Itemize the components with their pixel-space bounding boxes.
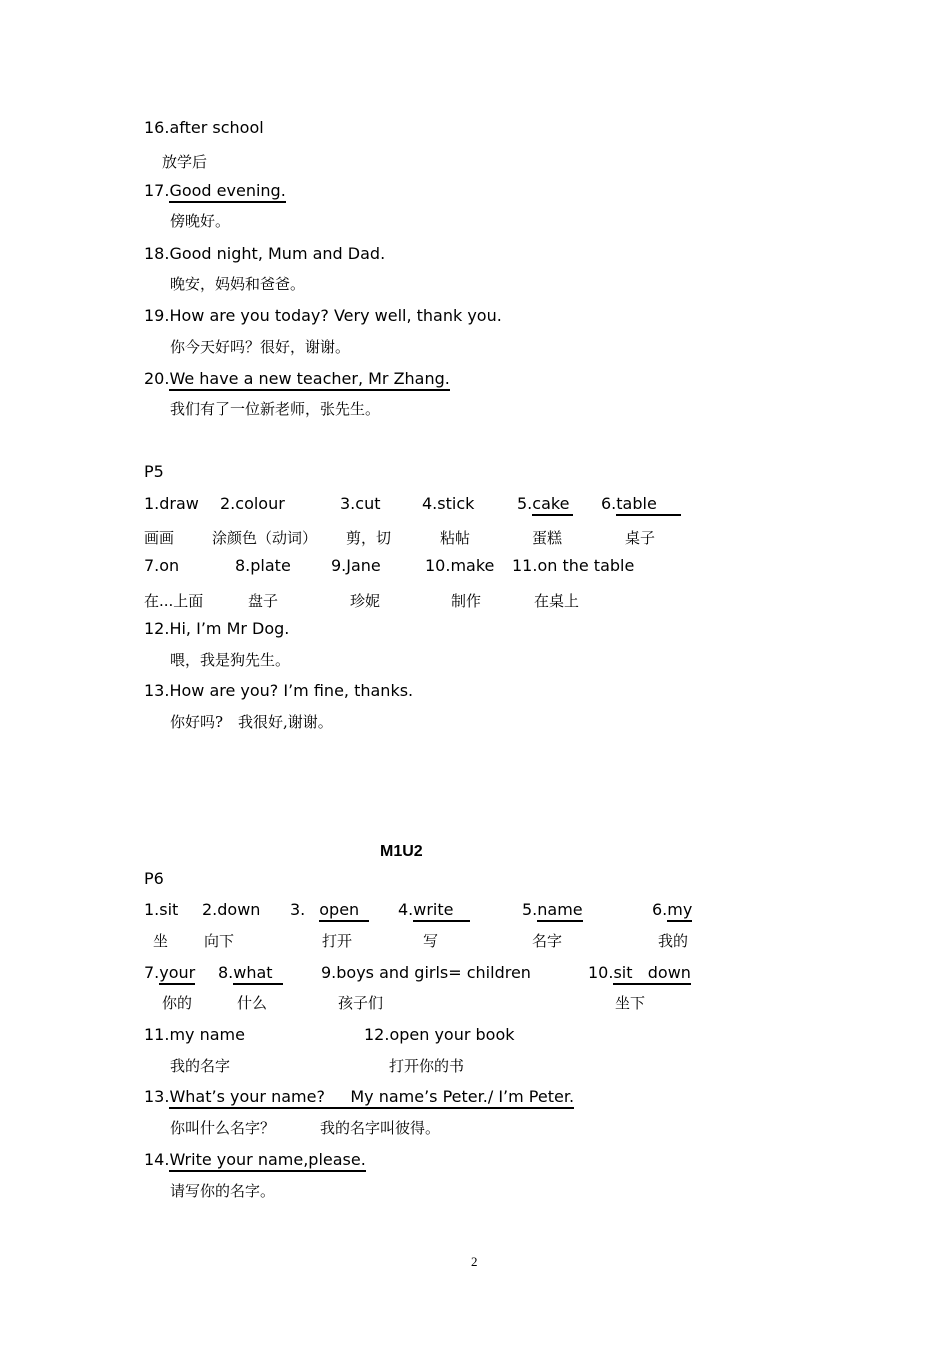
p6-word-7-number: 7. xyxy=(144,963,160,982)
p6-word-5-chinese: 名字 xyxy=(532,932,563,950)
p6-word-3-number: 3. xyxy=(290,900,306,919)
item-17-chinese: 傍晚好。 xyxy=(170,212,231,230)
p5-word-5-chinese: 蛋糕 xyxy=(532,529,563,547)
p5-item-12-chinese: 喂，我是狗先生。 xyxy=(170,651,291,669)
p6-word-6 xyxy=(652,900,692,920)
p5-word-2: 2.colour xyxy=(220,494,285,513)
item-18-english: 18.Good night, Mum and Dad. xyxy=(144,244,386,263)
p6-word-1: 1.sit xyxy=(144,900,179,919)
p6-word-5-number: 5. xyxy=(522,900,538,919)
item-16-chinese: 放学后 xyxy=(162,153,208,171)
p6-word-4-number: 4. xyxy=(398,900,414,919)
p6-word-2: 2.down xyxy=(202,900,261,919)
p6-word-5 xyxy=(522,900,583,920)
p5-word-10: 10.make xyxy=(425,556,495,575)
p5-word-2-chinese: 涂颜色（动词） xyxy=(212,529,318,547)
p5-word-5-number: 5. xyxy=(517,494,533,513)
p5-word-9-chinese: 珍妮 xyxy=(350,592,381,610)
p5-item-13-chinese: 你好吗? 我很好,谢谢。 xyxy=(170,713,333,731)
p5-word-10-chinese: 制作 xyxy=(451,592,482,610)
p6-word-8-chinese: 什么 xyxy=(237,994,268,1012)
p6-word-9-chinese: 孩子们 xyxy=(338,994,384,1012)
p6-word-4-underlined: write xyxy=(413,900,469,922)
p5-word-4-chinese: 粘帖 xyxy=(440,529,471,547)
p5-word-1-chinese: 画画 xyxy=(144,529,175,547)
p6-word-3 xyxy=(290,900,369,920)
p6-item-14-english xyxy=(144,1150,366,1170)
item-19-chinese: 你今天好吗？很好，谢谢。 xyxy=(170,338,351,356)
p6-word-10 xyxy=(588,963,691,983)
p6-word-10-number: 10. xyxy=(588,963,614,982)
p6-item-13-english xyxy=(144,1087,574,1107)
p5-item-12-english: 12.Hi, I’m Mr Dog. xyxy=(144,619,290,638)
p6-word-6-number: 6. xyxy=(652,900,668,919)
p6-word-4-chinese: 写 xyxy=(423,932,439,950)
p6-item-14-chinese: 请写你的名字。 xyxy=(170,1182,276,1200)
item-16-english: 16.after school xyxy=(144,118,264,137)
item-20-underlined: We have a new teacher, Mr Zhang. xyxy=(169,369,449,391)
p6-word-7-chinese: 你的 xyxy=(162,994,193,1012)
p5-word-6-chinese: 桌子 xyxy=(625,529,656,547)
item-17-english xyxy=(144,181,286,201)
item-20-number: 20. xyxy=(144,369,170,388)
p6-word-10-underlined: sit down xyxy=(613,963,690,985)
p5-word-8-chinese: 盘子 xyxy=(248,592,279,610)
p6-item-14-underlined: Write your name,please. xyxy=(169,1150,365,1172)
p6-word-9: 9.boys and girls= children xyxy=(321,963,531,982)
p5-word-7: 7.on xyxy=(144,556,180,575)
p5-word-5 xyxy=(517,494,573,514)
section-title: M1U2 xyxy=(380,843,423,860)
p6-word-8 xyxy=(218,963,283,983)
p6-word-3-chinese: 打开 xyxy=(322,932,353,950)
p6-item-11-chinese: 我的名字 xyxy=(170,1057,231,1075)
p6-word-7-underlined: your xyxy=(159,963,195,985)
item-17-underlined: Good evening. xyxy=(169,181,285,203)
p5-word-7-chinese: 在...上面 xyxy=(144,592,204,610)
p6-word-8-underlined: what xyxy=(233,963,282,985)
item-19-english: 19.How are you today? Very well, thank you. xyxy=(144,306,502,325)
item-20-english xyxy=(144,369,450,389)
p5-word-4: 4.stick xyxy=(422,494,475,513)
p6-item-12-english: 12.open your book xyxy=(364,1025,515,1044)
item-18-chinese: 晚安，妈妈和爸爸。 xyxy=(170,275,306,293)
p5-word-3-chinese: 剪，切 xyxy=(346,529,392,547)
p6-word-7 xyxy=(144,963,195,983)
p5-word-8: 8.plate xyxy=(235,556,291,575)
p6-word-10-chinese: 坐下 xyxy=(615,994,646,1012)
p6-word-2-chinese: 向下 xyxy=(204,932,235,950)
p6-item-11-english: 11.my name xyxy=(144,1025,245,1044)
p5-word-11: 11.on the table xyxy=(512,556,635,575)
p5-word-6-underlined: table xyxy=(616,494,681,516)
item-17-number: 17. xyxy=(144,181,170,200)
p6-word-6-underlined: my xyxy=(667,900,692,922)
item-20-chinese: 我们有了一位新老师，张先生。 xyxy=(170,400,381,418)
p5-word-3: 3.cut xyxy=(340,494,381,513)
p6-word-1-chinese: 坐 xyxy=(153,932,169,950)
p5-word-6 xyxy=(601,494,681,514)
p5-word-5-underlined: cake xyxy=(532,494,573,516)
p5-word-9: 9.Jane xyxy=(331,556,381,575)
p6-word-4 xyxy=(398,900,470,920)
p6-item-14-number: 14. xyxy=(144,1150,170,1169)
p6-word-5-underlined: name xyxy=(537,900,582,922)
p6-word-6-chinese: 我的 xyxy=(658,932,689,950)
p6-item-13-underlined: What’s your name? My name’s Peter./ I’m Peter. xyxy=(169,1087,574,1109)
p6-item-13-chinese: 你叫什么名字？ 我的名字叫彼得。 xyxy=(170,1119,441,1137)
p5-item-13-english: 13.How are you? I’m fine, thanks. xyxy=(144,681,414,700)
p5-word-1: 1.draw xyxy=(144,494,199,513)
p5-word-11-chinese: 在桌上 xyxy=(534,592,580,610)
page-number: 2 xyxy=(471,1254,478,1269)
p6-item-13-number: 13. xyxy=(144,1087,170,1106)
p6-word-8-number: 8. xyxy=(218,963,234,982)
p6-heading: P6 xyxy=(144,869,164,888)
p5-word-6-number: 6. xyxy=(601,494,617,513)
p5-heading: P5 xyxy=(144,462,164,481)
p6-item-12-chinese: 打开你的书 xyxy=(389,1057,465,1075)
p6-word-3-underlined: open xyxy=(319,900,369,922)
